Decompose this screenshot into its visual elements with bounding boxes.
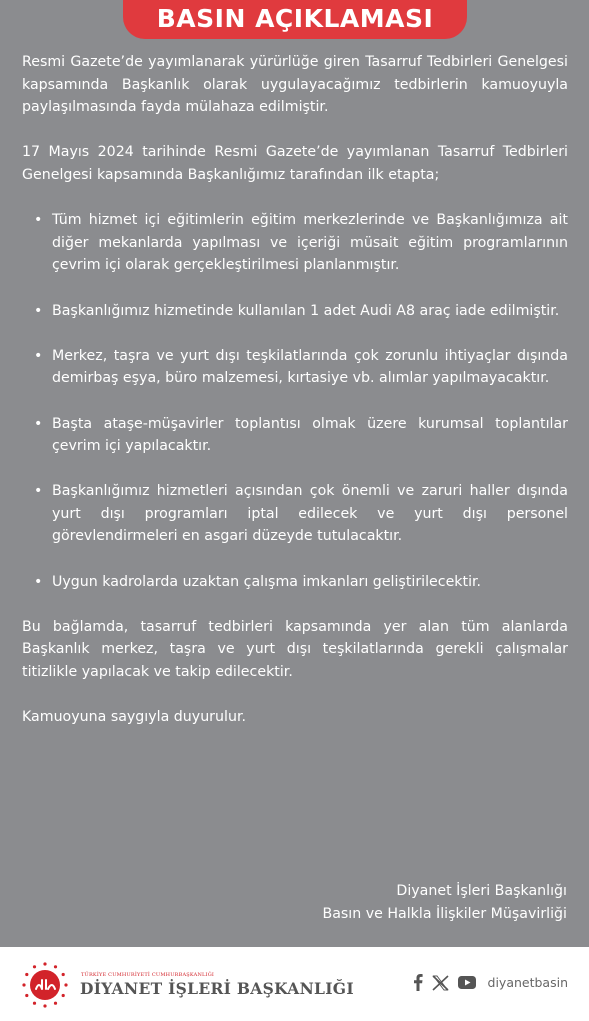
list-item bbox=[22, 300, 568, 323]
social-handle[interactable]: diyanetbasin bbox=[487, 975, 568, 990]
bullet-icon: • bbox=[34, 573, 43, 590]
title-banner bbox=[123, 0, 467, 39]
youtube-icon[interactable] bbox=[458, 976, 476, 989]
conclusion-paragraph: Bu bağlamda, tasarruf tedbirleri kapsamında yer alan tüm alanlarda Başkanlık merkez, taşra ve yurt dışı teşkilatlarında gerekli çalışmalar titizlikle yapılacak ve takip edilecektir. bbox=[22, 618, 568, 681]
measures-list bbox=[22, 209, 568, 593]
bullet-icon: • bbox=[34, 302, 43, 319]
list-item-text: Başta ataşe-müşavirler toplantısı olmak üzere kurumsal toplantılar çevrim içi yapılacaktır. bbox=[52, 415, 568, 455]
list-item bbox=[22, 413, 568, 458]
list-item-text: Başkanlığımız hizmetinde kullanılan 1 adet Audi A8 araç iade edilmiştir. bbox=[52, 302, 560, 319]
list-item-text: Başkanlığımız hizmetleri açısından çok önemli ve zaruri haller dışında yurt dışı programları iptal edilecek ve yurt dışı personel görevlendirmeleri en asgari düzeyde tutulacaktır. bbox=[52, 483, 568, 545]
facebook-icon[interactable] bbox=[413, 974, 423, 991]
footer bbox=[0, 947, 589, 1021]
list-item bbox=[22, 209, 568, 277]
page-title: BASIN AÇIKLAMASI bbox=[156, 4, 434, 33]
list-item bbox=[22, 480, 568, 548]
list-item-text: Tüm hizmet içi eğitimlerin eğitim merkezlerinde ve Başkanlığımıza ait diğer mekanlarda yapılması ve içeriği müsait eğitim programlarının çevrim içi olarak gerçekleştirilmesi planlanmıştır. bbox=[52, 212, 568, 274]
press-release-body bbox=[22, 51, 568, 751]
list-item bbox=[22, 345, 568, 390]
list-item-text: Merkez, taşra ve yurt dışı teşkilatlarında çok zorunlu ihtiyaçlar dışında demirbaş eşya, büro malzemesi, kırtasiye vb. alımlar yapılmayacaktır. bbox=[52, 347, 568, 387]
bullet-icon: • bbox=[34, 415, 43, 432]
signature-block bbox=[322, 880, 567, 926]
list-item bbox=[22, 571, 568, 594]
bullet-icon: • bbox=[34, 212, 43, 229]
signature-institution: Diyanet İşleri Başkanlığı bbox=[396, 883, 567, 899]
social-links bbox=[413, 974, 568, 991]
logo-title: DİYANET İŞLERİ BAŞKANLIĞI bbox=[80, 979, 354, 998]
closing-line: Kamuoyuna saygıyla duyurulur. bbox=[22, 709, 246, 726]
diyanet-emblem-icon bbox=[21, 961, 69, 1009]
signature-department: Basın ve Halkla İlişkiler Müşavirliği bbox=[322, 906, 567, 922]
bullet-icon: • bbox=[34, 347, 43, 364]
bullet-icon: • bbox=[34, 483, 43, 500]
list-item-text: Uygun kadrolarda uzaktan çalışma imkanları geliştirilecektir. bbox=[52, 573, 482, 590]
lead-paragraph: 17 Mayıs 2024 tarihinde Resmi Gazete’de yayımlanan Tasarruf Tedbirleri Genelgesi kapsamında Başkanlığımız tarafından ilk etapta; bbox=[22, 144, 568, 183]
intro-paragraph: Resmi Gazete’de yayımlanarak yürürlüğe giren Tasarruf Tedbirleri Genelgesi kapsamında Başkanlık olarak uygulayacağımız tedbirlerin kamuoyuyla paylaşılmasında fayda mülahaza edilmiştir. bbox=[22, 54, 568, 116]
x-icon[interactable] bbox=[432, 975, 449, 991]
logo-subtitle: TÜRKİYE CUMHURİYETİ CUMHURBAŞKANLIĞI bbox=[81, 972, 215, 978]
